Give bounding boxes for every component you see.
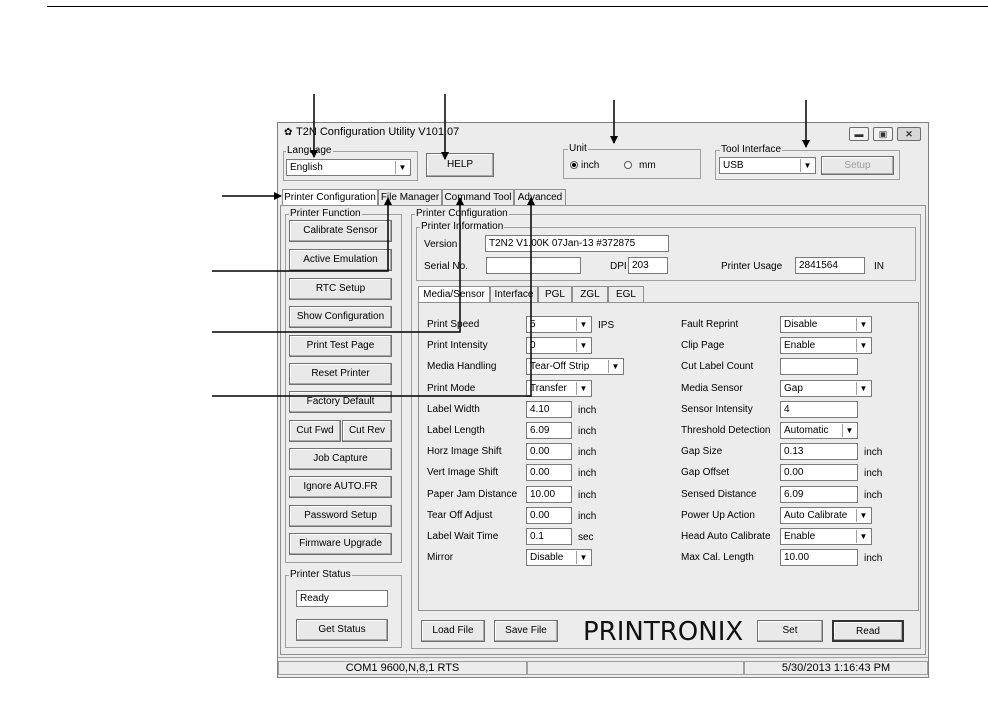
setting-label: Threshold Detection [681,425,771,436]
setting-value: 0.1 [530,531,544,542]
load-file-button[interactable]: Load File [421,620,485,642]
setting-label: Print Speed [427,319,480,330]
setting-value: Automatic [784,425,829,436]
printer-usage-unit: IN [874,261,884,272]
version-label: Version [424,239,458,250]
subtab-egl[interactable]: EGL [608,286,644,302]
printer-usage-field: 2841564 [795,257,865,274]
cut-rev-button[interactable]: Cut Rev [342,420,392,442]
cut-fwd-button[interactable]: Cut Fwd [289,420,341,442]
calibrate-sensor-button[interactable]: Calibrate Sensor [289,220,392,242]
setting-label: Vert Image Shift [427,467,499,479]
setting-label: Gap Offset [681,467,730,479]
tab-command-tool[interactable]: Command Tool [442,189,514,205]
setting-label: Label Wait Time [427,531,499,542]
arrow-advanced-tab [212,198,531,396]
unit-radio-inch[interactable]: inch [570,160,599,171]
setting-unit: inch [578,426,597,437]
setting-label: Tear Off Adjust [427,509,493,521]
printer-status-label: Printer Status [290,569,351,580]
setting-value: 0.00 [530,509,550,521]
arrow-file-manager-tab [212,198,388,271]
subtab-interface[interactable]: Interface [490,286,538,302]
setting-value: Transfer [530,382,567,394]
setting-value: Gap [784,382,803,394]
setting-label: Sensor Intensity [681,403,753,415]
subtab-media-sensor[interactable]: Media/Sensor [418,286,490,303]
printer-information-label: Printer Information [421,221,504,232]
printronix-logo: PRINTRONIX [583,617,744,647]
setting-unit: inch [864,553,883,565]
setting-label: Horz Image Shift [427,446,502,458]
reset-printer-button[interactable]: Reset Printer [289,363,392,385]
setting-unit: IPS [598,320,615,331]
show-configuration-button[interactable]: Show Configuration [289,306,392,328]
setting-unit: inch [578,510,597,522]
setting-label: Cut Label Count [681,361,754,373]
setting-label: Head Auto Calibrate [681,531,771,542]
setting-value: 10.00 [784,552,810,564]
setting-value: Tear-Off Strip [530,361,590,373]
setting-value: Enable [784,340,816,352]
subtab-zgl[interactable]: ZGL [572,286,608,302]
setting-value: 4.10 [530,403,550,415]
setting-value: 0 [530,340,536,352]
tool-interface-value: USB [723,160,744,171]
setting-label: Power Up Action [681,509,755,521]
chevron-down-icon: ▼ [842,424,856,437]
chevron-down-icon: ▼ [576,551,590,564]
status-connection: COM1 9600,N,8,1 RTS [278,661,527,675]
tab-advanced[interactable]: Advanced [514,189,566,205]
dpi-field: 203 [628,257,668,274]
setting-unit: sec [578,532,594,543]
setting-label: Clip Page [681,340,725,352]
active-emulation-button[interactable]: Active Emulation [289,249,392,271]
setting-value: 6.09 [784,488,804,500]
setting-value: 5 [530,319,536,330]
setting-label: Paper Jam Distance [427,488,518,500]
save-file-button[interactable]: Save File [494,620,558,642]
chevron-down-icon: ▼ [856,318,870,331]
setting-value: Disable [530,552,564,564]
chevron-down-icon: ▼ [856,509,870,522]
subtab-pgl[interactable]: PGL [538,286,572,302]
setting-label: Gap Size [681,446,723,458]
setting-unit: inch [578,404,597,416]
setting-label: Fault Reprint [681,319,739,330]
setting-unit: inch [578,489,597,501]
setting-label: Label Width [427,403,480,415]
help-button[interactable]: HELP [426,153,494,177]
setting-value: Enable [784,531,816,542]
ignore-autofr-button[interactable]: Ignore AUTO.FR [289,476,392,498]
dpi-label: DPI [610,261,627,272]
printer-configuration-label: Printer Configuration [416,208,508,219]
firmware-upgrade-button[interactable]: Firmware Upgrade [289,533,392,555]
setting-label: Max Cal. Length [681,552,754,564]
chevron-down-icon: ▼ [576,339,590,352]
set-button[interactable]: Set [757,620,823,642]
printer-usage-label: Printer Usage [721,261,783,272]
setting-value: 6.09 [530,425,550,436]
printer-status-field: Ready [296,590,388,607]
chevron-down-icon: ▼ [608,360,622,373]
setting-unit: inch [864,489,883,501]
setting-label: Label Length [427,425,485,436]
arrow-command-tool-tab [212,198,460,332]
setting-unit: inch [864,447,883,459]
window-title: T2N Configuration Utility V101.07 [296,126,460,138]
chevron-down-icon: ▼ [856,382,870,395]
app-icon: ✿ [284,127,293,138]
setting-value: 0.00 [530,446,550,458]
unit-radio-mm[interactable]: mm [624,160,656,171]
factory-default-button[interactable]: Factory Default [289,391,392,413]
tab-printer-configuration[interactable]: Printer Configuration [282,189,378,206]
password-setup-button[interactable]: Password Setup [289,505,392,527]
job-capture-button[interactable]: Job Capture [289,448,392,470]
setting-label: Print Intensity [427,340,488,352]
status-datetime: 5/30/2013 1:16:43 PM [744,661,928,675]
setting-value: 0.13 [784,446,804,458]
setting-label: Mirror [427,552,454,564]
language-group-label: Language [287,145,332,156]
chevron-down-icon: ▼ [576,382,590,395]
minimize-button[interactable]: ▬ [849,127,869,141]
setting-label: Sensed Distance [681,488,757,500]
setting-unit: inch [578,447,597,459]
setting-value: 0.00 [530,467,550,479]
read-button[interactable]: Read [832,620,904,642]
language-value: English [290,162,323,173]
print-test-page-button[interactable]: Print Test Page [289,335,392,357]
setting-label: Media Sensor [681,382,743,394]
setting-unit: inch [578,468,597,480]
setting-label: Media Handling [427,361,497,373]
close-button[interactable]: ✕ [897,127,921,141]
maximize-button[interactable]: ▣ [873,127,893,141]
tab-file-manager[interactable]: File Manager [378,189,442,205]
setting-value: 10.00 [530,488,556,500]
rtc-setup-button[interactable]: RTC Setup [289,278,392,300]
chevron-down-icon: ▼ [395,161,409,174]
setting-value: 0.00 [784,467,804,479]
setup-button[interactable]: Setup [821,156,894,175]
setting-value: 4 [784,403,790,415]
tool-interface-label: Tool Interface [721,144,782,155]
chevron-down-icon: ▼ [856,530,870,543]
setting-label: Print Mode [427,382,476,394]
get-status-button[interactable]: Get Status [296,619,388,641]
setting-unit: inch [864,468,883,480]
chevron-down-icon: ▼ [800,159,814,172]
version-field: T2N2 V1.00K 07Jan-13 #372875 [485,235,669,252]
printer-function-label: Printer Function [290,208,361,219]
unit-group-label: Unit [569,143,587,154]
serial-label: Serial No. [424,261,468,272]
chevron-down-icon: ▼ [856,339,870,352]
setting-value: Disable [784,319,818,330]
chevron-down-icon: ▼ [576,318,590,331]
setting-value: Auto Calibrate [784,509,848,521]
